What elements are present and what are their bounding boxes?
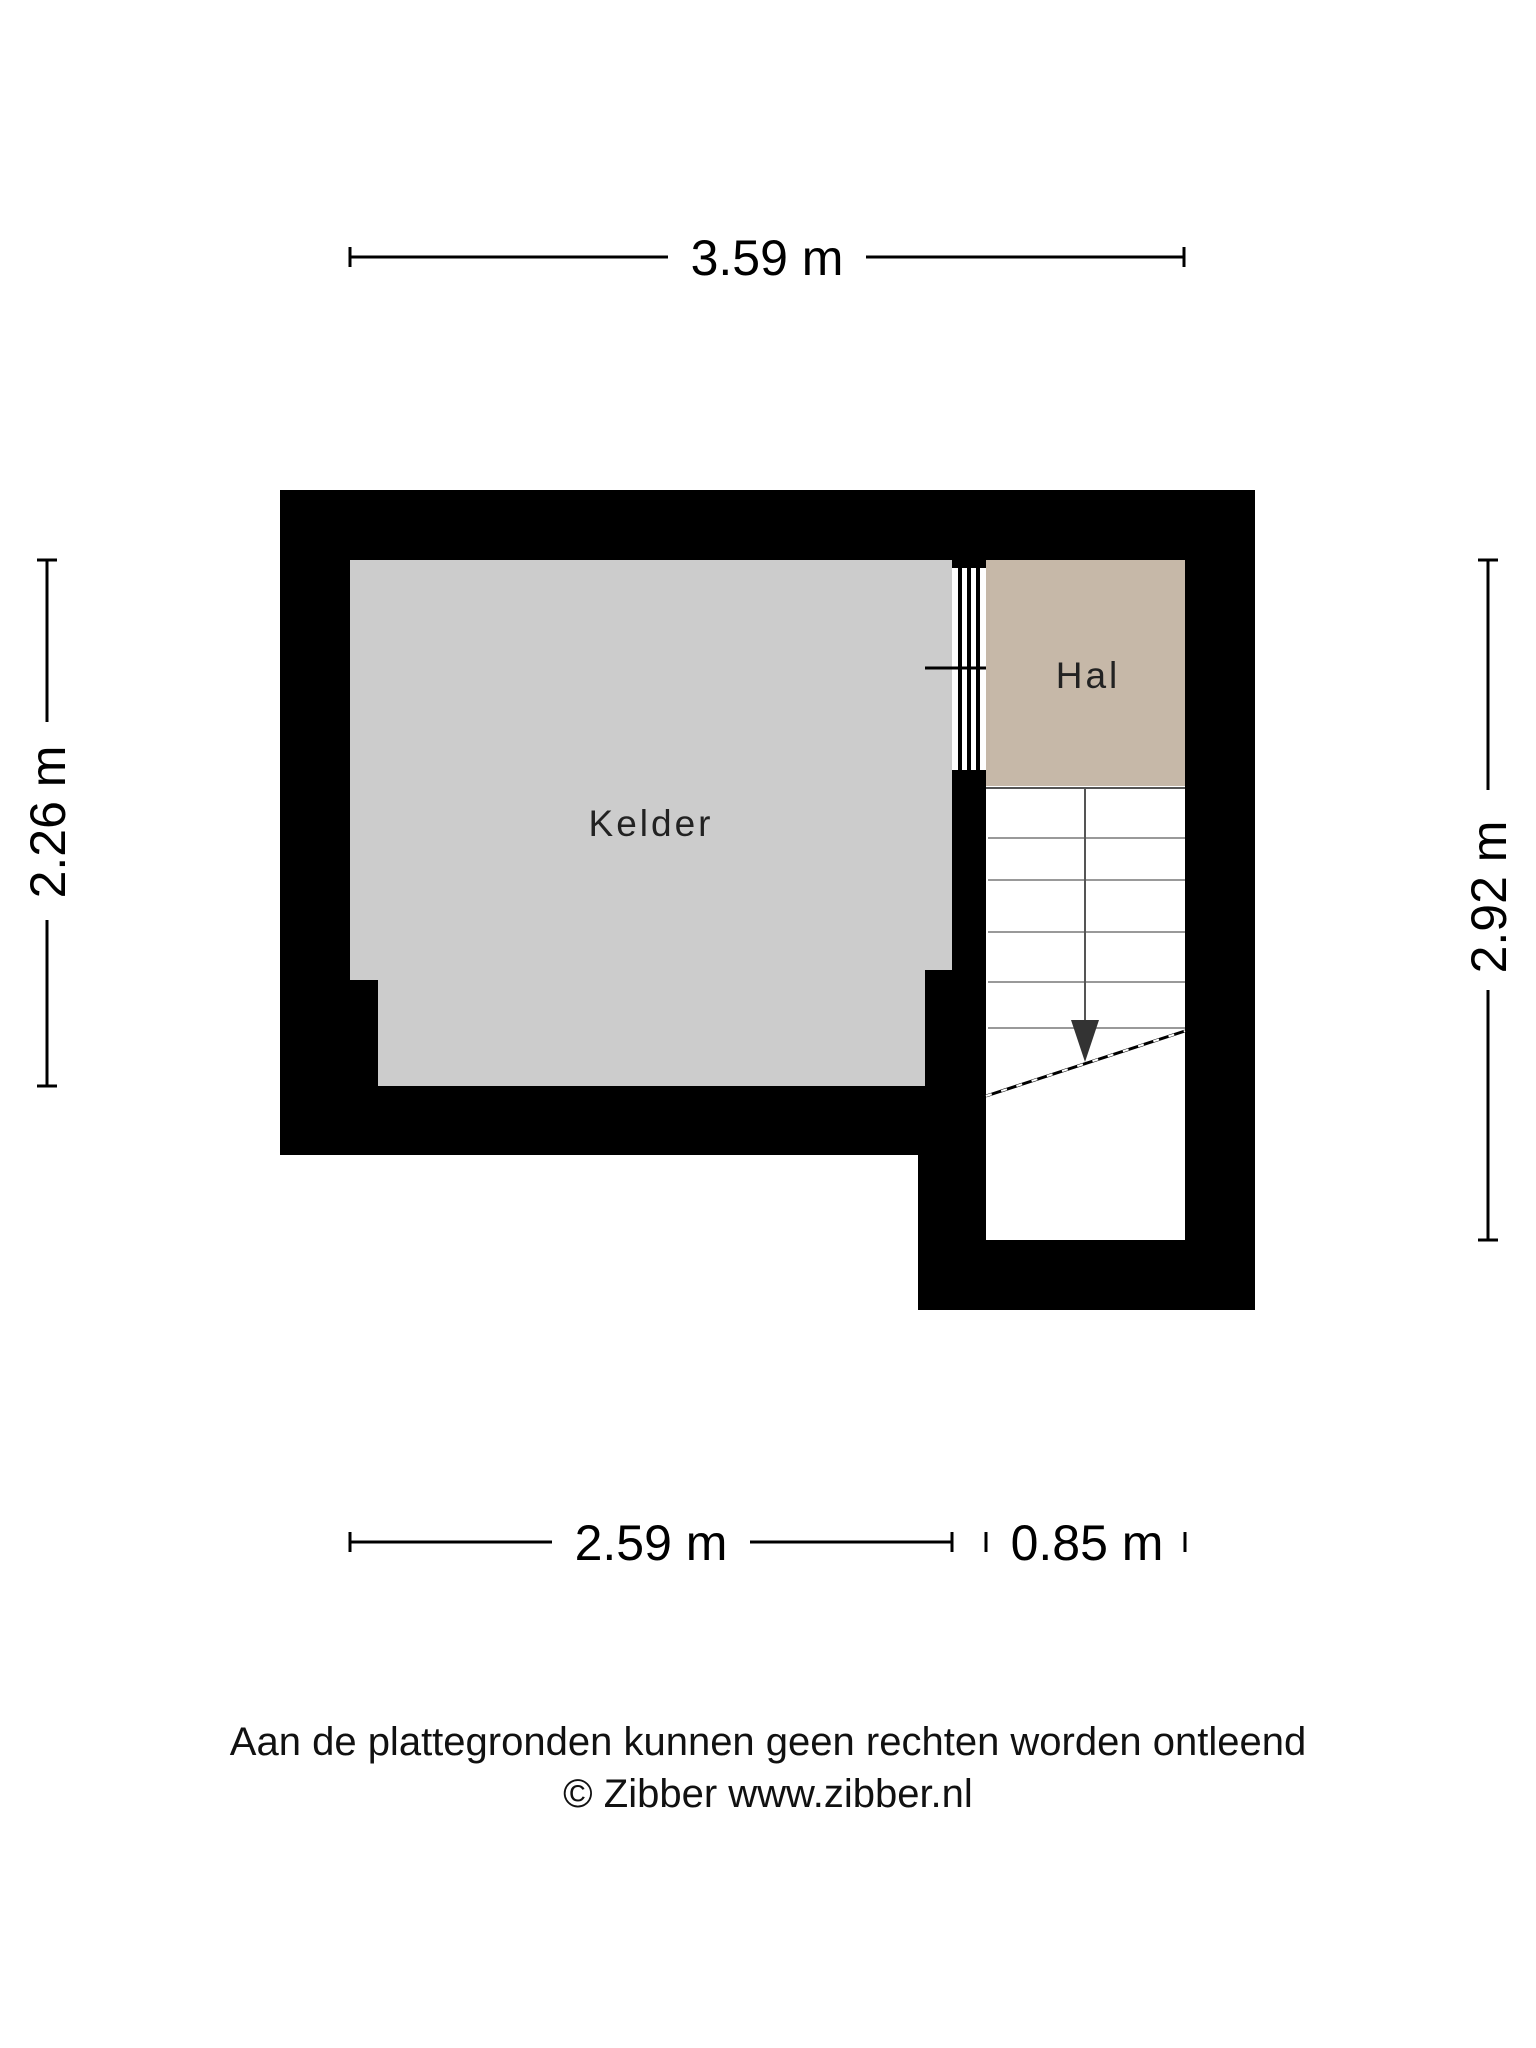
dimension-bottom-left	[350, 1515, 952, 1571]
hal-label: Hal	[1055, 655, 1121, 696]
dimension-right-label: 2.92 m	[1461, 820, 1517, 974]
kelder-label: Kelder	[588, 803, 714, 844]
dimension-left	[20, 560, 76, 1086]
dimension-top-label: 3.59 m	[690, 230, 844, 286]
dimension-right	[1461, 560, 1517, 1240]
dimension-top	[350, 230, 1184, 286]
dimension-bottom-right-label: 0.85 m	[1010, 1515, 1164, 1571]
copyright-text: © Zibber www.zibber.nl	[563, 1772, 973, 1816]
disclaimer-text: Aan de plattegronden kunnen geen rechten worden ontleend	[229, 1720, 1307, 1764]
dimension-bottom-right	[986, 1515, 1185, 1571]
staircase	[986, 786, 1185, 1240]
dimension-left-label: 2.26 m	[20, 745, 76, 899]
dimension-bottom-left-label: 2.59 m	[574, 1515, 728, 1571]
